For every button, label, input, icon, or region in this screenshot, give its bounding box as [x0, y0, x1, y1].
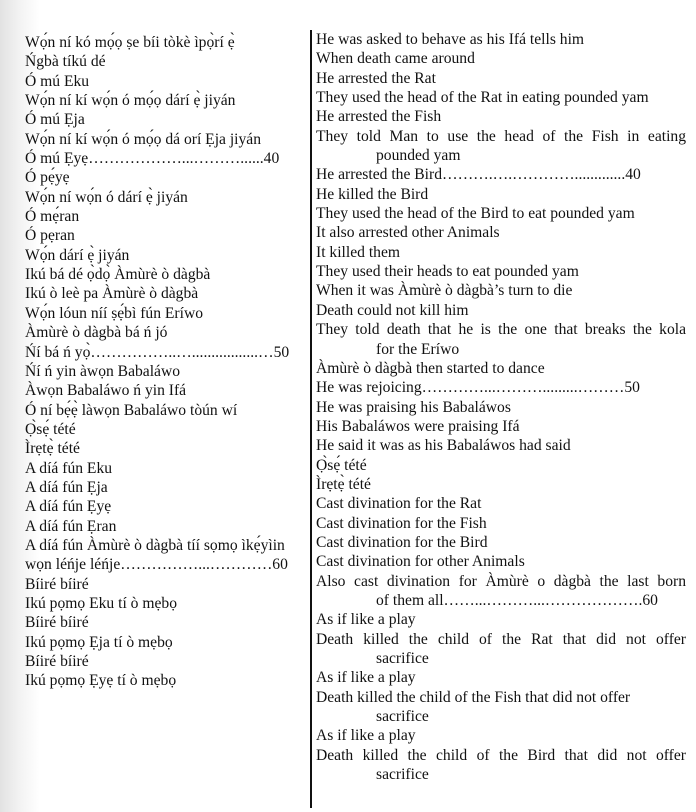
translation-line: He arrested the Fish [316, 108, 442, 126]
translation-line: They told death that he is the one that breaks the kola [316, 321, 686, 339]
yoruba-line: Wọ́n dárí ẹ̀ jiyán [25, 246, 130, 264]
yoruba-line: Ó mú Eku [25, 72, 90, 90]
yoruba-line: Ìrẹtẹ̀ tété [25, 440, 80, 458]
translation-line: Cast divination for the Fish [316, 514, 487, 532]
translation-line: When death came around [316, 50, 475, 68]
translation-line: Death killed the child of the Bird that did not offer [316, 746, 686, 764]
translation-line: Ìrẹtẹ̀ tété [316, 475, 371, 493]
yoruba-line: Ó ní bẹ́ẹ̀ làwọn Babaláwo tòún wí [25, 401, 238, 419]
translation-line: Àmùrè ò dàgbà then started to dance [316, 359, 545, 377]
english-translation-column [316, 30, 686, 784]
translation-line: They told Man to use the head of the Fish in eating [316, 127, 686, 145]
yoruba-line: Ńgbà tíkú dé [25, 53, 106, 71]
translation-line: Death killed the child of the Fish that did not offer [316, 688, 631, 706]
translation-line: His Babaláwos were praising Ifá [316, 417, 520, 435]
translation-line: He was asked to behave as his Ifá tells him [316, 31, 585, 48]
translation-line: When it was Àmùrè ò dàgbà’s turn to die [316, 282, 573, 300]
yoruba-line: Bíiré bíiré [25, 653, 89, 670]
translation-line: He arrested the Rat [316, 69, 436, 87]
translation-line: It also arrested other Animals [316, 224, 500, 242]
translation-line-continuation: for the Eríwo [376, 340, 460, 358]
translation-line: They used the head of the Rat in eating pounded yam [316, 89, 649, 107]
translation-line: He said it was as his Babaláwos had said [316, 437, 571, 455]
translation-line: Death killed the child of the Rat that did not offer [316, 630, 686, 648]
translation-line: As if like a play [316, 611, 416, 629]
yoruba-line: Ńí bá ń yọ̀……………..….................…50 [25, 343, 290, 361]
yoruba-line: Ó pẹran [25, 227, 75, 245]
yoruba-verse-column [25, 33, 303, 691]
yoruba-line: Ikú pọmọ Ẹja tí ò mẹbọ [25, 633, 173, 651]
translation-line: They used their heads to eat pounded yam [316, 263, 579, 281]
yoruba-line: Wọ́n ní kí wọ́n ó mọ́ọ dá orí Ẹja jiyán [25, 130, 262, 148]
translation-line: As if like a play [316, 727, 416, 745]
translation-line: It killed them [316, 243, 401, 261]
yoruba-line: Ọ̀sẹ́ tété [25, 420, 76, 438]
yoruba-line: Wọ́n ní kí wọ́n ó mọ́ọ dárí ẹ̀ jiyán [25, 92, 236, 110]
yoruba-line: A díá fún Àmùrè ò dàgbà tíí sọmọ ìkẹ́yìin [25, 536, 285, 554]
yoruba-line: Ikú ò leè pa Àmùrè ò dàgbà [25, 285, 199, 303]
translation-line: He killed the Bird [316, 185, 429, 203]
yoruba-line: Wọ́n ní kó mọ́ọ ṣe bíi tòkè ìpọ̀rí ẹ̀ [25, 34, 235, 51]
translation-line: Ọ̀sẹ́ tété [316, 456, 367, 474]
yoruba-line: Wọ́n lóun níí ṣẹ́bì fún Eríwo [25, 304, 204, 322]
translation-line: He was praising his Babaláwos [316, 398, 511, 416]
yoruba-line: Àmùrè ò dàgbà bá ń jó [25, 324, 168, 342]
translation-line: He was rejoicing…………...……….........………50 [316, 379, 640, 397]
yoruba-line: Bíiré bíiré [25, 575, 89, 593]
yoruba-line: Bíiré bíiré [25, 614, 89, 632]
yoruba-line: Àwọn Babaláwo ń yin Ifá [25, 382, 187, 400]
translation-line-continuation: sacrifice [376, 708, 429, 726]
yoruba-line: Ikú bá dé ọ̀dọ̀ Àmùrè ò dàgbà [25, 266, 211, 284]
yoruba-line: A díá fún Ẹja [25, 478, 108, 496]
yoruba-line: Ó mú Ẹja [25, 111, 85, 129]
yoruba-line: A díá fún Ẹran [25, 517, 117, 535]
yoruba-line: A díá fún Eku [25, 459, 113, 477]
translation-line: Also cast divination for Àmùrè o dàgbà the last born [316, 572, 686, 590]
translation-line: As if like a play [316, 669, 416, 687]
column-divider [310, 30, 312, 808]
translation-line: Cast divination for the Rat [316, 495, 482, 513]
yoruba-line: Ó pẹ́yẹ [25, 169, 70, 187]
translation-line: He arrested the Bird……….….………….............40 [316, 166, 641, 184]
yoruba-line: Ńí ń yin àwọn Babaláwo [25, 362, 181, 380]
translation-line-continuation: of them all……...………...……………….60 [376, 591, 658, 609]
translation-line: Cast divination for the Bird [316, 533, 488, 551]
translation-line: Cast divination for other Animals [316, 553, 525, 571]
yoruba-line: A díá fún Ẹyẹ [25, 498, 112, 516]
translation-line-continuation: pounded yam [376, 147, 461, 165]
translation-line-continuation: sacrifice [376, 766, 429, 784]
translation-line: They used the head of the Bird to eat pounded yam [316, 205, 635, 223]
yoruba-line: Ó mẹ́ran [25, 208, 80, 226]
translation-line: Death could not kill him [316, 301, 469, 319]
yoruba-line: wọn léńje léńje……………...…………60 [25, 556, 288, 574]
yoruba-line: Ikú pọmọ Ẹyẹ tí ò mẹbọ [25, 672, 177, 690]
yoruba-line: Ó mú Ẹyẹ………………...………......40 [25, 150, 280, 168]
yoruba-line: Ikú pọmọ Eku tí ò mẹbọ [25, 594, 178, 612]
yoruba-line: Wọ́n ní wọ́n ó dárí ẹ̀ jiyán [25, 188, 188, 206]
translation-line-continuation: sacrifice [376, 650, 429, 667]
